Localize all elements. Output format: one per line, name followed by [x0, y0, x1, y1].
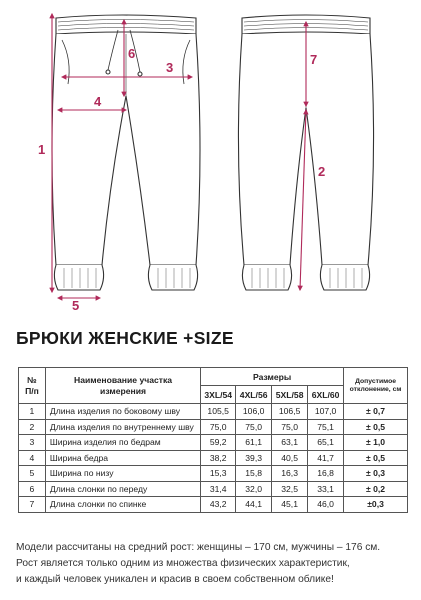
row-value: 75,0 — [272, 419, 308, 435]
header-sizes: Размеры — [201, 368, 344, 386]
row-value: 75,0 — [236, 419, 272, 435]
callout-4: 4 — [94, 94, 102, 109]
callout-5: 5 — [72, 298, 80, 313]
callout-7: 7 — [310, 52, 318, 67]
row-value: 32,0 — [236, 481, 272, 497]
row-tolerance: ± 0,2 — [344, 481, 408, 497]
row-tolerance: ±0,3 — [344, 497, 408, 513]
row-value: 31,4 — [201, 481, 236, 497]
header-size: 6XL/60 — [308, 386, 344, 404]
row-value: 61,1 — [236, 435, 272, 451]
row-number: 1 — [19, 404, 46, 420]
row-value: 33,1 — [308, 481, 344, 497]
row-value: 46,0 — [308, 497, 344, 513]
row-value: 16,8 — [308, 466, 344, 482]
row-tolerance: ± 0,5 — [344, 419, 408, 435]
row-measurement-name: Длина слонки по спинке — [45, 497, 200, 513]
row-number: 2 — [19, 419, 46, 435]
note-line: и каждый человек уникален и красив в своем собственном облике! — [16, 574, 334, 585]
row-value: 40,5 — [272, 450, 308, 466]
row-value: 45,1 — [272, 497, 308, 513]
row-measurement-name: Ширина изделия по бедрам — [45, 435, 200, 451]
page-title: БРЮКИ ЖЕНСКИЕ +SIZE — [16, 328, 234, 348]
row-number: 7 — [19, 497, 46, 513]
row-value: 15,8 — [236, 466, 272, 482]
callout-2: 2 — [318, 164, 326, 179]
row-value: 39,3 — [236, 450, 272, 466]
row-value: 38,2 — [201, 450, 236, 466]
row-value: 15,3 — [201, 466, 236, 482]
row-value: 107,0 — [308, 404, 344, 420]
row-number: 6 — [19, 481, 46, 497]
row-measurement-name: Длина слонки по переду — [45, 481, 200, 497]
row-value: 75,0 — [201, 419, 236, 435]
row-value: 75,1 — [308, 419, 344, 435]
row-measurement-name: Длина изделия по внутреннему шву — [45, 419, 200, 435]
header-number: № П/п — [19, 368, 46, 404]
row-value: 44,1 — [236, 497, 272, 513]
row-tolerance: ± 1,0 — [344, 435, 408, 451]
row-tolerance: ± 0,5 — [344, 450, 408, 466]
header-size: 4XL/56 — [236, 386, 272, 404]
table-row — [19, 481, 408, 497]
table-row — [19, 450, 408, 466]
header-tolerance: Допустимое отклонение, см — [344, 368, 408, 404]
row-tolerance: ± 0,7 — [344, 404, 408, 420]
header-measurement-name: Наименование участка измерения — [45, 368, 200, 404]
callout-1: 1 — [38, 142, 46, 157]
table-row — [19, 466, 408, 482]
row-number: 3 — [19, 435, 46, 451]
row-number: 4 — [19, 450, 46, 466]
callout-6: 6 — [128, 46, 136, 61]
size-chart-table — [18, 367, 408, 513]
row-measurement-name: Ширина бедра — [45, 450, 200, 466]
table-row — [19, 404, 408, 420]
row-value: 65,1 — [308, 435, 344, 451]
table-row — [19, 435, 408, 451]
front-view — [52, 15, 200, 290]
row-measurement-name: Ширина по низу — [45, 466, 200, 482]
row-value: 59,2 — [201, 435, 236, 451]
row-measurement-name: Длина изделия по боковому шву — [45, 404, 200, 420]
header-size: 3XL/54 — [201, 386, 236, 404]
table-row — [19, 497, 408, 513]
note-line: Модели рассчитаны на средний рост: женщины – 170 см, мужчины – 176 см. — [16, 542, 381, 553]
note-line: Рост является только одним из множества физических характеристик, — [16, 558, 350, 569]
row-value: 106,5 — [272, 404, 308, 420]
row-value: 63,1 — [272, 435, 308, 451]
row-value: 41,7 — [308, 450, 344, 466]
row-value: 106,0 — [236, 404, 272, 420]
header-size: 5XL/58 — [272, 386, 308, 404]
row-value: 43,2 — [201, 497, 236, 513]
row-value: 32,5 — [272, 481, 308, 497]
table-row — [19, 419, 408, 435]
row-number: 5 — [19, 466, 46, 482]
row-value: 105,5 — [201, 404, 236, 420]
row-tolerance: ± 0,3 — [344, 466, 408, 482]
row-value: 16,3 — [272, 466, 308, 482]
callout-3: 3 — [166, 60, 174, 75]
